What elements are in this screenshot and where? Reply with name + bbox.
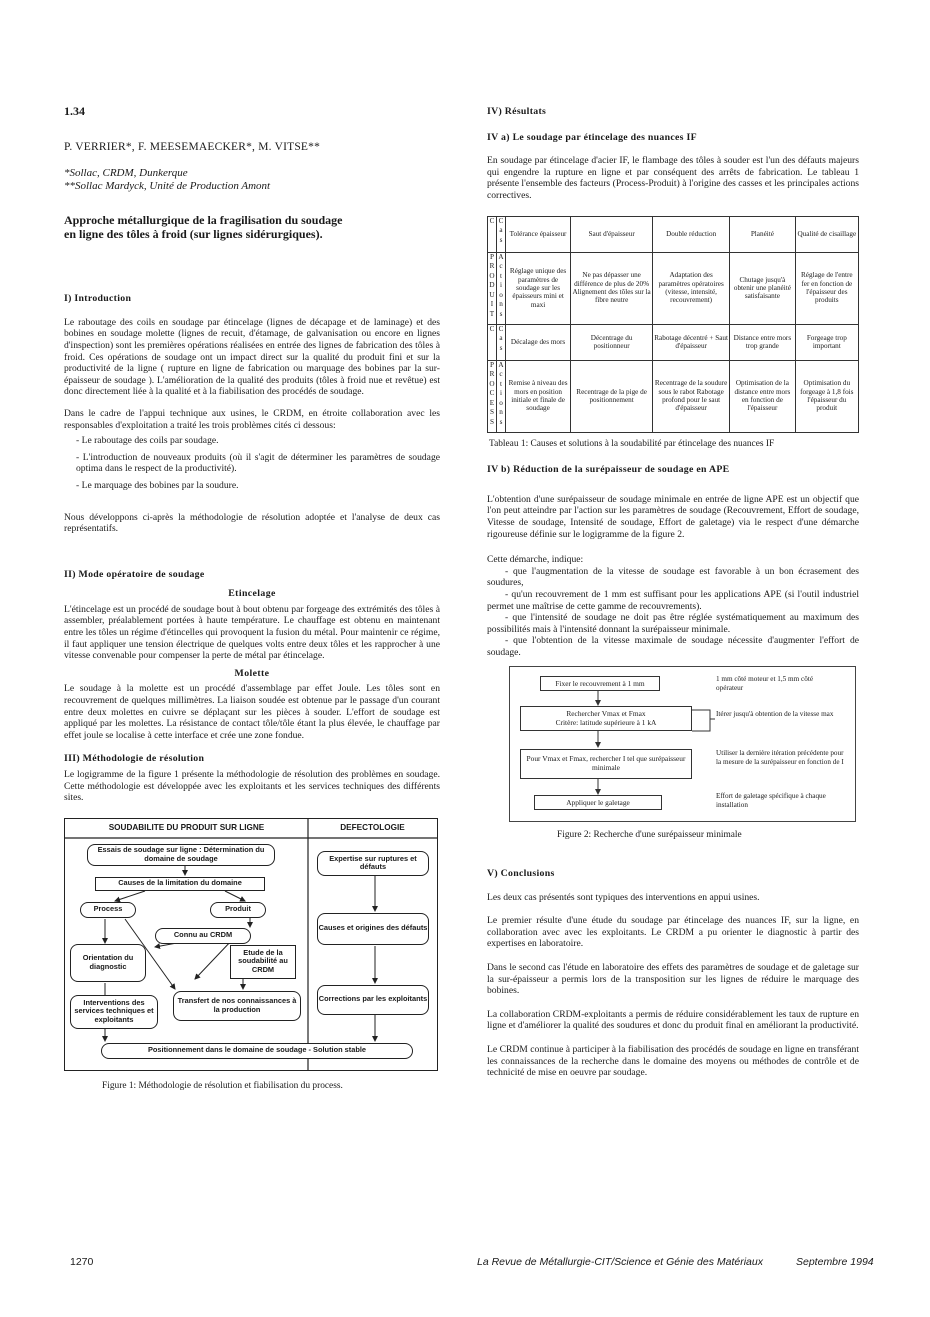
table-vertical-letter: a [499,334,503,343]
etude-soudabilite-box: Etude de la soudabilité au CRDM [230,945,296,979]
figure-2-caption: Figure 2: Recherche d'une surépaisseur minimale [557,830,742,841]
results-heading: IV) Résultats [487,106,547,117]
table-vertical-letter: C [489,389,495,398]
table-vertical-letter: I [490,300,494,309]
table-cell: Recentrage de la soudure sous le rabot Rabotage profond pour le saut d'épaisseur [653,360,730,432]
conclusions-paragraph-4: La collaboration CRDM-exploitants a permis de réduire considérablement les taux de rupture en ligne et d'améliorer la qualité des soudures et donc du produit final en améliorant la productivité. [487,1008,859,1032]
intro-bullet-2: - L'introduction de nouveaux produits (où il s'agit de déterminer les paramètres de soudage optima dans le respect de la productivité). [76,451,440,475]
title-line-1: Approche métallurgique de la fragilisation du soudage [64,213,343,228]
transfert-box: Transfert de nos connaissances à la production [173,991,301,1021]
table-cell: Réglage de l'entre fer en fonction de l'épaisseur des produits [795,252,858,324]
table-row [488,324,859,360]
authors: P. VERRIER*, F. MEESEMAECKER*, M. VITSE** [64,140,321,153]
table-vertical-letter: S [490,417,494,426]
paper-number: 1.34 [64,104,85,118]
table-vertical-letter: R [489,370,495,379]
table-vertical-letter: o [499,290,503,299]
fix-recouvrement-box: Fixer le recouvrement à 1 mm [540,676,660,691]
table-vertical-letter: i [500,389,502,398]
expertise-box: Expertise sur ruptures et défauts [317,851,429,876]
table-vertical-letter: T [489,309,495,318]
table-vertical-label [488,252,497,324]
mode-heading: II) Mode opératoire de soudage [64,568,205,580]
mode-paragraph-1: L'étincelage est un procédé de soudage bout à bout obtenu par forgeage des extrémités des tôles à assembler, préalablement portées à haute température. Le chauffage est obtenu en maintenant entre les tôles un régime d'étincelles qui provoquent la fusion du métal. Pour maintenir ce régime, il faut appliquer une tension électrique de quelques volts entre deux tôles et les rapprocher à une vitesse convenable pour compenser la perte de métal par étincelage. [64,603,440,662]
table-row [488,216,859,252]
table-vertical-letter: a [499,226,503,235]
table-vertical-letter: P [490,252,494,261]
table-vertical-letter: c [499,370,503,379]
produit-box: Produit [210,902,266,918]
affiliation-2: **Sollac Mardyck, Unité de Production Amont [64,180,271,193]
table-vertical-letter: A [498,252,504,261]
table-vertical-letter: s [499,343,503,352]
corrections-box: Corrections par les exploitants [317,985,429,1015]
table-vertical-letter: A [498,360,504,369]
table-vertical-letter: t [500,379,502,388]
table-cell: Ne pas dépasser une différence de plus de 20% Alignement des tôles sur la fibre neutre [571,252,653,324]
table-vertical-letter: i [500,281,502,290]
table-vertical-letter: s [499,309,503,318]
results-subheading-b: IV b) Réduction de la surépaisseur de soudage en APE [487,464,730,476]
note-effort-galetage: Effort de galetage spécifique à chaque installation [716,792,826,809]
table-vertical-letter: o [499,398,503,407]
rechercher-vmax-text: Rechercher Vmax et Fmax [566,709,646,719]
table-row [488,360,859,432]
table-header-cell: Double réduction [653,216,730,252]
intro-paragraph-3: Nous développons ci-après la méthodologie de résolution adoptée et l'analyse de deux cas représentatifs. [64,511,440,535]
issue-date: Septembre 1994 [796,1256,874,1268]
table-cell: Optimisation du forgeage à 1,8 fois l'épaisseur du produit [795,360,858,432]
figure-2-flowchart [509,666,856,822]
intro-heading: I) Introduction [64,293,132,305]
table-vertical-label [488,324,497,360]
table-vertical-letter: C [498,324,504,333]
note-derniere-iteration: Utiliser la dernière itération précédente pour la mesure de la surépaisseur en fonction de I [716,749,844,766]
table-vertical-letter: c [499,262,503,271]
sub-b-list-intro: Cette démarche, indique: [487,554,584,566]
table-cell: Adaptation des paramètres opératoires (vitesse, intensité, recouvrement) [653,252,730,324]
left-column [64,98,440,1092]
table-vertical-letter: C [498,216,504,225]
table-vertical-letter: C [489,216,495,225]
table-cell: Décalage des mors [506,324,571,360]
table-vertical-letter: S [490,408,494,417]
table-vertical-letter: U [489,290,495,299]
rechercher-i-box: Pour Vmax et Fmax, rechercher I tel que surépaisseur minimale [520,749,692,779]
table-vertical-letter: s [499,235,503,244]
table-vertical-letter: D [489,281,495,290]
table-vertical-letter: P [490,360,494,369]
journal-name: La Revue de Métallurgie-CIT/Science et Génie des Matériaux [477,1256,763,1268]
table-cell: Décentrage du positionneur [571,324,653,360]
table-vertical-letter: C [489,324,495,333]
mode-subheading-etincelage: Etincelage [228,588,276,600]
table-header-cell: Qualité de cisaillage [795,216,858,252]
orientation-diagnostic-box: Orientation du diagnostic [70,944,146,982]
table-cell: Chutage jusqu'à obtenir une planéité satisfaisante [730,252,795,324]
paper-title [64,213,440,241]
conclusions-heading: V) Conclusions [487,868,555,880]
table-1-caption: Tableau 1: Causes et solutions à la soudabilité par étincelage des nuances IF [489,438,775,449]
list-item: - que l'obtention de la vitesse maximale de soudage nécessite d'augmenter l'effort de soudage. [487,635,859,658]
connu-crdm-box: Connu au CRDM [155,928,251,944]
title-line-2: en ligne des tôles à froid (sur lignes sidérurgiques). [64,227,323,242]
table-header-cell: Planéité [730,216,795,252]
mode-paragraph-2: Le soudage à la molette est un procédé d'assemblage par effet Joule. Les tôles sont en recouvrement de quelques millimètres. La liaison soudée est obtenue par le passage d'un courant entre deux molettes en cuivre se déplaçant sur les pièces à souder. L'effort de soudage est appliqué par les molettes. La résistance de contact tôle/tôle étant la plus élevée, le chauffage par effet joule se localise à cette interface et crée une zone fondue. [64,683,440,741]
sub-b-paragraph-1: L'obtention d'une surépaisseur de soudage minimale en entrée de ligne APE est un objectif que l'on peut atteindre par l'action sur les paramètres de soudage (Recouvrement, Effort de soudage, Vitesse de soudage, Intensité de soudage, Effort de galetage) via le respect d'une démarche rigoureuse définie sur le logigramme de la figure 2. [487,493,859,540]
appliquer-galetage-box: Appliquer le galetage [534,795,662,810]
list-item: - que l'augmentation de la vitesse de soudage est favorable à un bon écrasement des soudures, [487,565,859,589]
causes-origines-box: Causes et origines des défauts [317,913,429,945]
figure-1-right-header: DEFECTOLOGIE [340,823,405,833]
positionnement-box: Positionnement dans le domaine de soudage - Solution stable [101,1043,413,1059]
table-vertical-letter: O [489,271,495,280]
page-number: 1270 [70,1256,94,1268]
critere-text: Critère: latitude supérieure à 1 kA [555,718,657,728]
table-header-cell: Saut d'épaisseur [571,216,653,252]
intro-paragraph-1: Le raboutage des coils en soudage par étincelage (lignes de décapage et de laminage) et des bobines en soudage molette (lignes de recuit, d'étamage, de galvanisation ou encore en lignes d'inspection) sont les premières opérations réalisées en entrée des lignes de fabrication des tôles à froid. Ces opérations de soudage ont un impact direct sur la qualité du produit fini et sur la productivité de la ligne ( rupture en ligne de fabrication ou marquage des bobines par la sur-épaisseur de soudage ). L'amélioration de la qualité des produits (tôles à froid nue et revêtue) est donc directement liée à la qualité et à la fiabilisation des procédés de soudage. [64,316,440,398]
table-cell: Forgeage trop important [795,324,858,360]
right-column [487,98,859,1089]
causes-limitation-box: Causes de la limitation du domaine [95,877,265,891]
table-vertical-letter: E [489,398,495,407]
results-paragraph-1: En soudage par étincelage d'acier IF, le flambage des tôles à souder est l'un des défauts majeurs qui engendre la rupture en ligne et par conséquent des arrêts de fabrication. Le tableau 1 présente l'ensemble des facteurs (Process-Produit) à l'origine des casses et les principales actions correctives. [487,155,859,201]
figure-1-left-header: SOUDABILITE DU PRODUIT SUR LIGNE [108,823,265,833]
sub-b-list [487,554,859,658]
process-box: Process [80,902,136,918]
conclusions-paragraph-3: Dans le second cas l'étude en laboratoire des effets des paramètres de soudage et de galetage sur la sur-épaisseur a permis lors de la transposition sur les lignes de réduire le marquage des bobines. [487,962,859,997]
list-item: - qu'un recouvrement de 1 mm est suffisant pour les applications APE (si l'outil industriel permet une maîtrise de cette gamme de recouvrements). [487,588,859,612]
intro-bullet-1: - Le raboutage des coils par soudage. [76,435,219,447]
figure-1-flowchart [64,818,438,1071]
table-cell: Distance entre mors trop grande [730,324,795,360]
table-vertical-letter: R [489,262,495,271]
intro-paragraph-2: Dans le cadre de l'appui technique aux usines, le CRDM, en étroite collaboration avec les responsables d'exploitation a traité les trois problèmes cités ci dessous: [64,407,440,431]
list-item: - que l'intensité de soudage ne doit pas être réglée systématiquement au maximum des possibilités mais à l'intensité donnant la surépaisseur minimale. [487,612,859,635]
table-vertical-letter: n [499,300,503,309]
results-subheading-a: IV a) Le soudage par étincelage des nuances IF [487,131,697,143]
table-cell: Optimisation de la distance entre mors en fonction de l'épaisseur [730,360,795,432]
affiliations [64,167,440,193]
conclusions-paragraph-2: Le premier résulte d'une étude du soudage par étincelage des nuances IF, sur la ligne, en collaboration avec avec les exploitants. Le CRDM a pu orienter le diagnostic à partir des expertises en laboratoire. [487,915,859,950]
intro-bullet-3: - Le marquage des bobines par la soudure. [76,479,239,491]
figure-1-caption: Figure 1: Méthodologie de résolution et fiabilisation du process. [102,1080,343,1091]
table-1 [487,216,859,433]
table-vertical-letter: s [499,417,503,426]
table-vertical-label [497,360,506,432]
table-vertical-letter: n [499,408,503,417]
table-header-cell: Tolérance épaisseur [506,216,571,252]
table-vertical-label [488,216,497,252]
method-heading: III) Méthodologie de résolution [64,753,205,765]
table-cell: Recentrage de la pige de positionnement [571,360,653,432]
table-vertical-letter: t [500,271,502,280]
table-cell: Remise à niveau des mors en position initiale et finale de soudage [506,360,571,432]
table-vertical-label [497,216,506,252]
table-vertical-letter: O [489,379,495,388]
interventions-box: Interventions des services techniques et exploitants [70,995,158,1029]
essais-box: Essais de soudage sur ligne : Détermination du domaine de soudage [87,844,275,866]
table-cell: Réglage unique des paramètres de soudage sur les épaisseurs mini et maxi [506,252,571,324]
mode-subheading-molette: Molette [234,667,270,679]
table-vertical-label [488,360,497,432]
method-paragraph-1: Le logigramme de la figure 1 présente la méthodologie de résolution des problèmes en soudage. Cette méthodologie est développée avec les exploitants et les services techniques des différents sites. [64,769,440,804]
note-iterer: Itérer jusqu'à obtention de la vitesse max [716,710,834,719]
table-vertical-label [497,252,506,324]
rechercher-vmax-box [520,706,692,731]
conclusions-paragraph-5: Le CRDM continue à participer à la fiabilisation des procédés de soudage en ligne en transférant les connaissances de la recherche dans le domaine des moyens ou méthodes de contrôle et de technicité de mise en oeuvre par soudage. [487,1044,859,1079]
note-recouvrement: 1 mm côté moteur et 1,5 mm côté opérateur [716,675,814,692]
conclusions-paragraph-1: Les deux cas présentés sont typiques des interventions en appui usines. [487,891,760,903]
table-vertical-label [497,324,506,360]
table-cell: Rabotage décentré + Saut d'épaisseur [653,324,730,360]
table-row [488,252,859,324]
affiliation-1: *Sollac, CRDM, Dunkerque [64,167,188,180]
